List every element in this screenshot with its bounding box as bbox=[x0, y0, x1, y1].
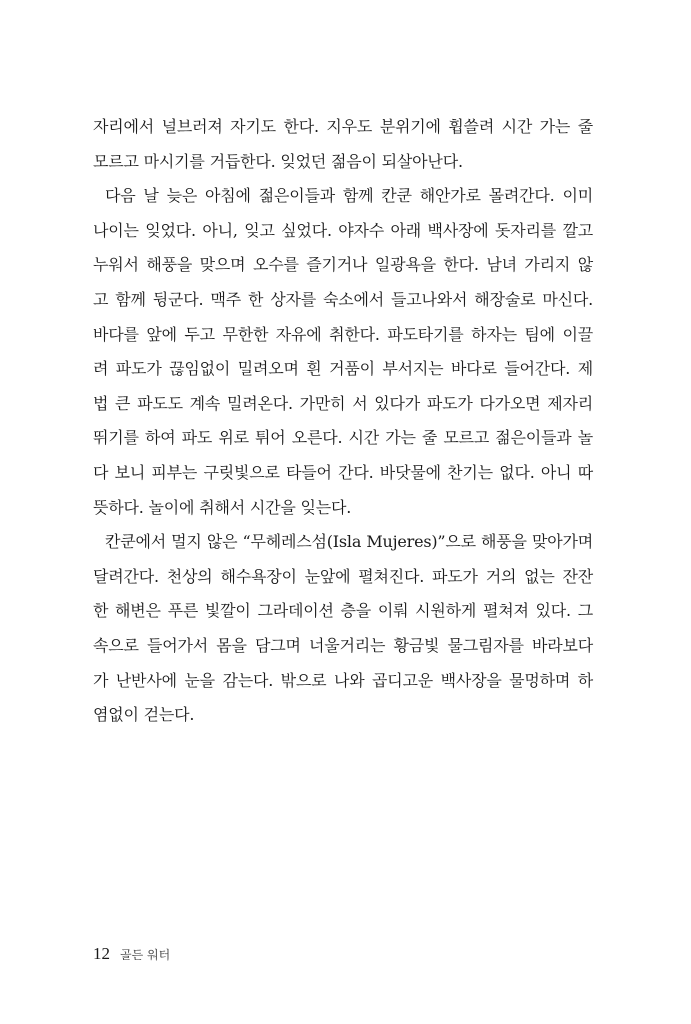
text-line: 려 파도가 끊임없이 밀려오며 흰 거품이 부서지는 바다로 들어간다. 제 bbox=[93, 359, 593, 379]
paragraph bbox=[93, 110, 593, 179]
text-line: 나이는 잊었다. 아니, 잊고 싶었다. 야자수 아래 백사장에 돗자리를 깔고 bbox=[93, 220, 593, 240]
page-footer bbox=[93, 944, 170, 968]
text-line: 법 큰 파도도 계속 밀려온다. 가만히 서 있다가 파도가 다가오면 제자리 bbox=[93, 393, 593, 413]
text-line: 고 함께 뒹군다. 맥주 한 상자를 숙소에서 들고나와서 해장술로 마신다. bbox=[93, 289, 593, 309]
paragraph bbox=[93, 525, 593, 733]
running-title: 골든 워터 bbox=[120, 948, 171, 962]
text-line: 속으로 들어가서 몸을 담그며 너울거리는 황금빛 물그림자를 바라보다 bbox=[93, 635, 593, 655]
text-line: 다음 날 늦은 아침에 젊은이들과 함께 칸쿤 해안가로 몰려간다. 이미 bbox=[105, 186, 593, 206]
text-line: 달려간다. 천상의 해수욕장이 눈앞에 펼쳐진다. 파도가 거의 없는 잔잔 bbox=[93, 566, 593, 586]
text-line: 다 보니 피부는 구릿빛으로 타들어 간다. 바닷물에 찬기는 없다. 아니 따 bbox=[93, 462, 593, 482]
text-line: 누워서 해풍을 맞으며 오수를 즐기거나 일광욕을 한다. 남녀 가리지 않 bbox=[93, 255, 593, 275]
text-line: 가 난반사에 눈을 감는다. 밖으로 나와 곱디고운 백사장을 물멍하며 하 bbox=[93, 670, 593, 690]
paragraph bbox=[93, 179, 593, 525]
text-line: 뛰기를 하여 파도 위로 튀어 오른다. 시간 가는 줄 모르고 젊은이들과 놀 bbox=[93, 428, 593, 448]
text-line: 모르고 마시기를 거듭한다. 잊었던 젊음이 되살아난다. bbox=[93, 151, 463, 171]
text-line: 바다를 앞에 두고 무한한 자유에 취한다. 파도타기를 하자는 팀에 이끌 bbox=[93, 324, 593, 344]
text-line: 한 해변은 푸른 빛깔이 그라데이션 층을 이뤄 시원하게 펼쳐져 있다. 그 bbox=[93, 601, 593, 621]
text-line: 자리에서 널브러져 자기도 한다. 지우도 분위기에 휩쓸려 시간 가는 줄 bbox=[93, 117, 593, 136]
text-line: 염없이 걷는다. bbox=[93, 705, 195, 725]
text-line: 칸쿤에서 멀지 않은 “무헤레스섬(Isla Mujeres)”으로 해풍을 맞아가며 bbox=[105, 532, 593, 552]
page-body bbox=[93, 110, 593, 733]
text-line: 뜻하다. 놀이에 취해서 시간을 잊는다. bbox=[93, 497, 352, 517]
page-number: 12 bbox=[93, 944, 110, 963]
